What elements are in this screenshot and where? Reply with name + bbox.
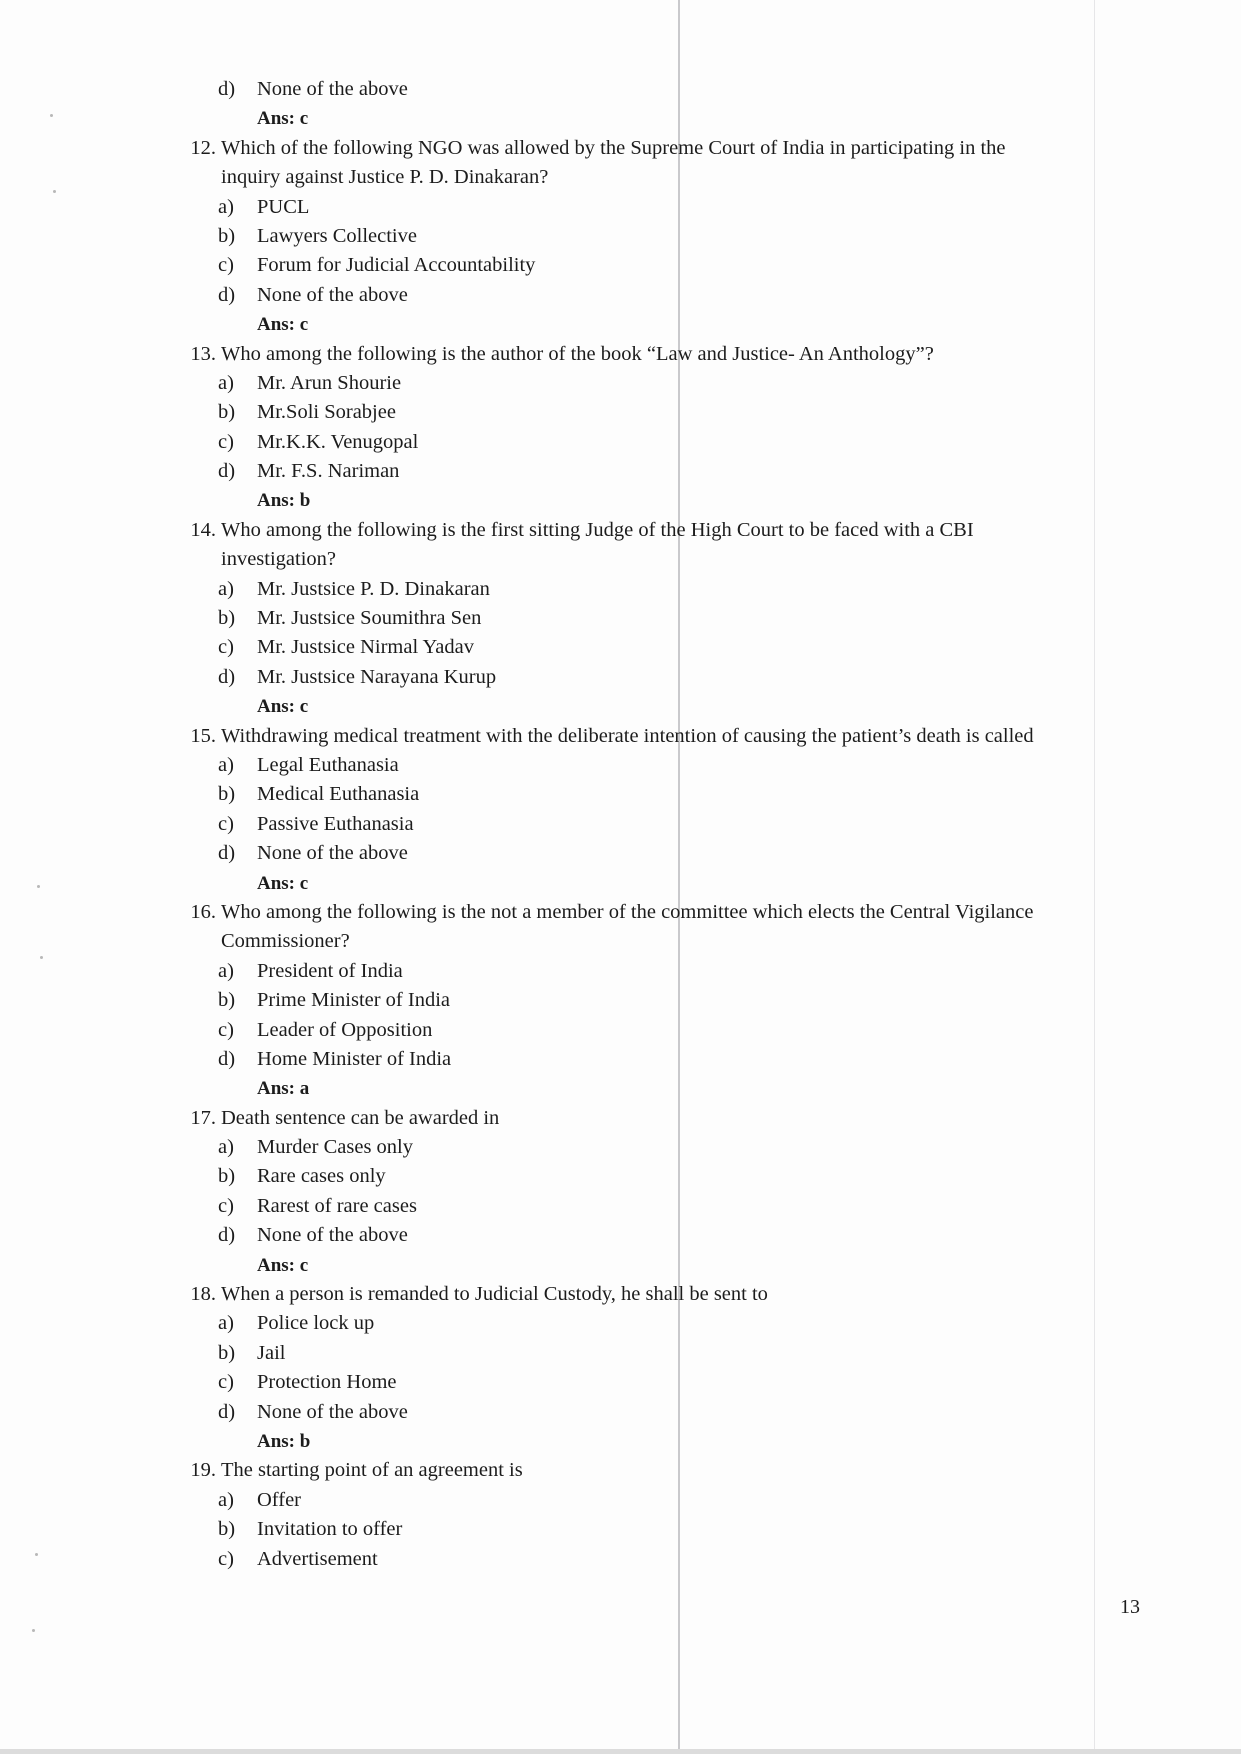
option-letter: a): [218, 577, 234, 600]
option-row: [180, 398, 1140, 427]
option-text: Mr. Justsice Narayana Kurup: [257, 665, 497, 688]
question-text: investigation?: [221, 548, 337, 571]
option-row: [180, 780, 1140, 809]
option-row: [180, 839, 1140, 868]
scan-speck: [40, 956, 43, 959]
question-text: The starting point of an agreement is: [221, 1459, 523, 1482]
question-line: [180, 545, 1140, 574]
question-number: 14.: [190, 518, 216, 541]
option-text: Mr. Arun Shourie: [257, 371, 402, 394]
option-row: [180, 1192, 1140, 1221]
option-row: [180, 222, 1140, 251]
option-text: None of the above: [257, 1224, 408, 1247]
option-row: [180, 1398, 1140, 1427]
question-line: [180, 163, 1140, 192]
option-row: [180, 75, 1140, 104]
option-text: Rare cases only: [257, 1165, 386, 1188]
question-list: [180, 75, 1140, 1574]
scan-speck: [50, 114, 53, 117]
option-row: [180, 251, 1140, 280]
option-text: None of the above: [257, 283, 408, 306]
option-row: [180, 1016, 1140, 1045]
question-line: [180, 1104, 1140, 1133]
question-text: Which of the following NGO was allowed by the Supreme Court of India in participating in the: [221, 136, 1006, 159]
question-number: 15.: [190, 724, 216, 747]
option-text: Invitation to offer: [257, 1518, 403, 1541]
answer-row: [180, 310, 1140, 339]
option-text: Mr. Justsice P. D. Dinakaran: [257, 577, 490, 600]
question-block: [180, 898, 1140, 1104]
option-text: President of India: [257, 959, 403, 982]
option-letter: c): [218, 1018, 234, 1041]
option-letter: d): [218, 460, 236, 483]
option-text: Murder Cases only: [257, 1136, 414, 1159]
scan-bottom-edge: [0, 1749, 1241, 1754]
option-letter: a): [218, 1488, 234, 1511]
option-text: PUCL: [257, 195, 310, 218]
option-text: Police lock up: [257, 1312, 375, 1335]
option-row: [180, 1309, 1140, 1338]
option-letter: c): [218, 636, 234, 659]
option-row: [180, 604, 1140, 633]
option-letter: b): [218, 1341, 236, 1364]
answer-text: Ans: b: [257, 490, 311, 512]
option-letter: c): [218, 1371, 234, 1394]
answer-text: Ans: b: [257, 1430, 311, 1452]
question-text: inquiry against Justice P. D. Dinakaran?: [221, 166, 549, 189]
option-letter: a): [218, 1136, 234, 1159]
question-block: [180, 1456, 1140, 1574]
question-text: Commissioner?: [221, 930, 350, 953]
option-letter: b): [218, 783, 236, 806]
option-text: Protection Home: [257, 1371, 397, 1394]
option-text: Passive Euthanasia: [257, 812, 414, 835]
option-letter: c): [218, 812, 234, 835]
answer-row: [180, 1074, 1140, 1103]
option-text: Home Minister of India: [257, 1047, 452, 1070]
option-letter: d): [218, 1047, 236, 1070]
option-letter: d): [218, 665, 236, 688]
option-letter: c): [218, 430, 234, 453]
answer-text: Ans: c: [257, 696, 309, 718]
option-text: Forum for Judicial Accountability: [257, 254, 536, 277]
option-row: [180, 193, 1140, 222]
option-text: Mr.Soli Sorabjee: [257, 401, 396, 424]
question-number: 13.: [190, 342, 216, 365]
option-letter: a): [218, 753, 234, 776]
option-row: [180, 428, 1140, 457]
option-text: Prime Minister of India: [257, 989, 451, 1012]
option-text: Medical Euthanasia: [257, 783, 420, 806]
option-text: None of the above: [257, 842, 408, 865]
option-row: [180, 751, 1140, 780]
question-block: [180, 722, 1140, 898]
option-letter: b): [218, 401, 236, 424]
answer-row: [180, 104, 1140, 133]
option-row: [180, 1045, 1140, 1074]
option-row: [180, 633, 1140, 662]
option-letter: c): [218, 1194, 234, 1217]
option-letter: b): [218, 1518, 236, 1541]
question-text: Who among the following is the not a member of the committee which elects the Central Vigilance: [221, 900, 1034, 923]
option-row: [180, 1545, 1140, 1574]
option-letter: c): [218, 254, 234, 277]
answer-row: [180, 486, 1140, 515]
option-text: Rarest of rare cases: [257, 1194, 417, 1217]
option-row: [180, 1162, 1140, 1191]
scan-speck: [32, 1629, 35, 1632]
option-text: Mr. F.S. Nariman: [257, 460, 400, 483]
option-row: [180, 1339, 1140, 1368]
question-line: [180, 927, 1140, 956]
question-number: 17.: [190, 1106, 216, 1129]
answer-text: Ans: c: [257, 1254, 309, 1276]
option-row: [180, 810, 1140, 839]
option-letter: b): [218, 989, 236, 1012]
option-letter: d): [218, 78, 236, 100]
question-text: Withdrawing medical treatment with the deliberate intention of causing the patient’s death is called: [221, 724, 1034, 747]
question-block: [180, 340, 1140, 516]
answer-row: [180, 692, 1140, 721]
question-line: [180, 1280, 1140, 1309]
scan-speck: [37, 885, 40, 888]
option-letter: d): [218, 1400, 236, 1423]
option-text: Advertisement: [257, 1547, 378, 1570]
answer-text: Ans: c: [257, 314, 309, 336]
option-text: Jail: [257, 1341, 286, 1364]
option-row: [180, 1133, 1140, 1162]
option-row: [180, 1515, 1140, 1544]
question-line: [180, 340, 1140, 369]
page-number: 13: [1120, 1596, 1140, 1618]
question-text: Who among the following is the author of the book “Law and Justice- An Anthology”?: [221, 342, 934, 365]
scan-speck: [53, 190, 56, 193]
option-row: [180, 1368, 1140, 1397]
question-block: [180, 1280, 1140, 1456]
answer-text: Ans: c: [257, 872, 309, 894]
option-letter: a): [218, 1312, 234, 1335]
option-text: Lawyers Collective: [257, 224, 417, 247]
option-text: None of the above: [257, 78, 408, 100]
answer-row: [180, 869, 1140, 898]
option-text: Offer: [257, 1488, 302, 1511]
option-row: [180, 575, 1140, 604]
question-line: [180, 134, 1140, 163]
question-block: [180, 516, 1140, 722]
option-letter: c): [218, 1547, 234, 1570]
question-text: Who among the following is the first sitting Judge of the High Court to be faced with a CBI: [221, 518, 974, 541]
option-letter: d): [218, 283, 236, 306]
question-line: [180, 516, 1140, 545]
question-number: 16.: [190, 900, 216, 923]
option-letter: b): [218, 224, 236, 247]
option-letter: a): [218, 195, 234, 218]
option-text: Legal Euthanasia: [257, 753, 399, 776]
option-text: None of the above: [257, 1400, 408, 1423]
question-block: [180, 134, 1140, 340]
option-text: Mr.K.K. Venugopal: [257, 430, 419, 453]
question-number: 18.: [190, 1283, 216, 1306]
question-block: [180, 1104, 1140, 1280]
option-letter: b): [218, 607, 236, 630]
option-letter: d): [218, 1224, 236, 1247]
option-letter: b): [218, 1165, 236, 1188]
option-letter: a): [218, 371, 234, 394]
answer-text: Ans: a: [257, 1078, 310, 1100]
question-number: 19.: [190, 1459, 216, 1482]
question-text: When a person is remanded to Judicial Custody, he shall be sent to: [221, 1283, 768, 1306]
question-text: Death sentence can be awarded in: [221, 1106, 500, 1129]
option-row: [180, 957, 1140, 986]
option-letter: a): [218, 959, 234, 982]
option-text: Mr. Justsice Nirmal Yadav: [257, 636, 474, 659]
answer-row: [180, 1427, 1140, 1456]
question-number: 12.: [190, 136, 216, 159]
answer-text: Ans: c: [257, 108, 309, 130]
option-text: Mr. Justsice Soumithra Sen: [257, 607, 482, 630]
option-letter: d): [218, 842, 236, 865]
scan-speck: [35, 1553, 38, 1556]
question-line: [180, 722, 1140, 751]
option-row: [180, 1486, 1140, 1515]
option-row: [180, 1221, 1140, 1250]
question-line: [180, 898, 1140, 927]
option-row: [180, 369, 1140, 398]
option-row: [180, 457, 1140, 486]
option-text: Leader of Opposition: [257, 1018, 433, 1041]
option-row: [180, 281, 1140, 310]
questions-container: [180, 134, 1140, 1574]
option-row: [180, 986, 1140, 1015]
question-line: [180, 1456, 1140, 1485]
option-row: [180, 663, 1140, 692]
answer-row: [180, 1251, 1140, 1280]
